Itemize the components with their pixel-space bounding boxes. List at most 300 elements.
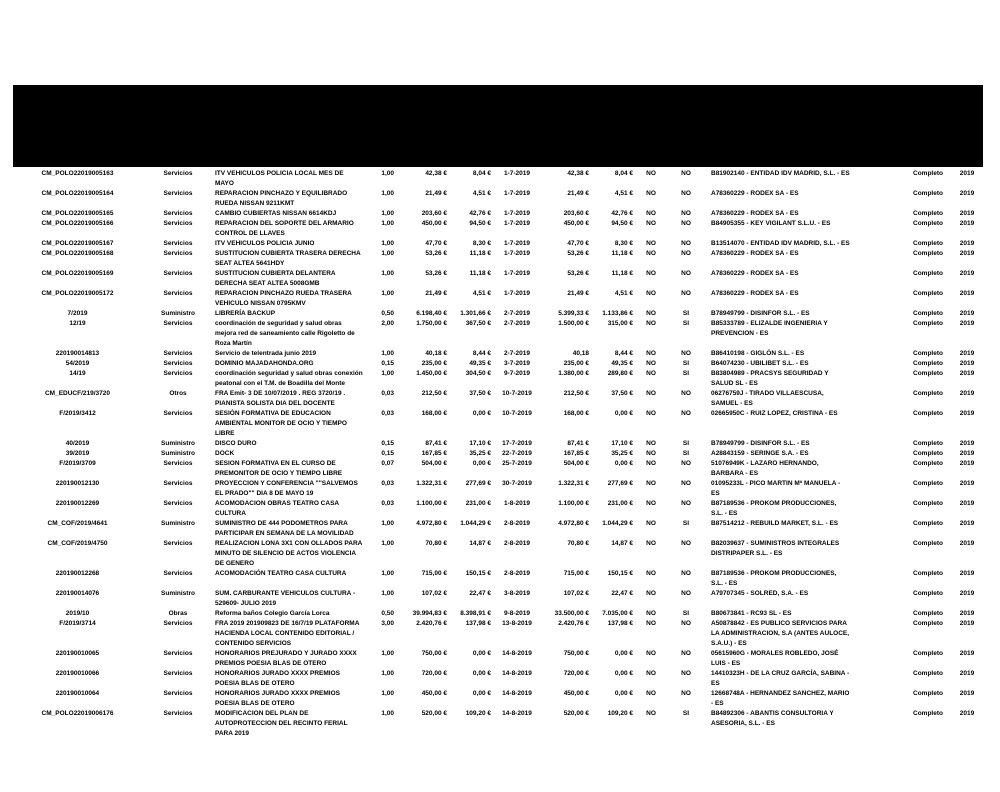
cell-year: 2019 xyxy=(959,460,975,467)
cell-status: Completo xyxy=(913,440,943,447)
cell-flag1: NO xyxy=(646,570,656,577)
cell-id: 220190014076 xyxy=(55,590,100,597)
cell-amt1: 4.972,80 € xyxy=(416,520,447,527)
cell-type: Servicios xyxy=(163,210,193,217)
cell-amt2: 1.380,00 € xyxy=(558,370,589,377)
cell-flag1: NO xyxy=(646,190,656,197)
cell-amt2: 70,80 € xyxy=(567,540,589,547)
table-row xyxy=(10,309,988,319)
cell-desc: SUSTITUCION CUBIERTA DELANTERA DERECHA SEAT ALTEA 5008GMB xyxy=(215,270,336,287)
table-row xyxy=(10,209,988,219)
cell-tax1: 17,10 € xyxy=(469,440,491,447)
cell-flag1: NO xyxy=(646,240,656,247)
cell-flag1: NO xyxy=(646,670,656,677)
cell-type: Servicios xyxy=(163,270,193,277)
cell-amt1: 40,18 € xyxy=(425,350,447,357)
cell-supplier: A78360229 - RODEX SA - ES xyxy=(711,250,799,257)
cell-amt2: 450,00 € xyxy=(563,690,589,697)
cell-tax1: 49,35 € xyxy=(469,360,491,367)
cell-status: Completo xyxy=(913,410,943,417)
cell-amt2: 5.399,33 € xyxy=(558,310,589,317)
cell-amt2: 40,18 xyxy=(572,350,589,357)
cell-year: 2019 xyxy=(959,370,975,377)
cell-amt2: 750,00 € xyxy=(563,650,589,657)
cell-status: Completo xyxy=(913,570,943,577)
cell-flag2: NO xyxy=(681,460,691,467)
cell-year: 2019 xyxy=(959,270,975,277)
cell-qty: 1,00 xyxy=(381,290,394,297)
cell-qty: 0,50 xyxy=(381,610,394,617)
cell-id: 40/2019 xyxy=(65,440,90,447)
cell-qty: 1,00 xyxy=(381,650,394,657)
cell-id: 14/19 xyxy=(69,370,86,377)
cell-id: CM_POLO22019005163 xyxy=(41,170,114,177)
cell-tax2: 42,76 € xyxy=(611,210,633,217)
cell-qty: 1,00 xyxy=(381,670,394,677)
cell-flag2: NO xyxy=(681,540,691,547)
cell-tax2: 315,00 € xyxy=(607,320,633,327)
cell-id: 54/2019 xyxy=(65,360,90,367)
cell-tax1: 277,69 € xyxy=(465,480,491,487)
cell-status: Completo xyxy=(913,190,943,197)
cell-desc: coordinación seguridad y salud obras conexión peatonal con el T.M. de Boadilla del Monte xyxy=(215,370,363,387)
cell-year: 2019 xyxy=(959,410,975,417)
cell-date: 1-7-2019 xyxy=(503,220,531,227)
cell-year: 2019 xyxy=(959,710,975,717)
cell-flag2: NO xyxy=(681,480,691,487)
cell-status: Completo xyxy=(913,650,943,657)
cell-type: Servicios xyxy=(163,690,193,697)
cell-tax1: 109,20 € xyxy=(465,710,491,717)
cell-type: Servicios xyxy=(163,710,193,717)
cell-tax1: 304,50 € xyxy=(465,370,491,377)
cell-id: 220190010065 xyxy=(55,650,100,657)
cell-flag1: NO xyxy=(646,520,656,527)
cell-tax2: 289,80 € xyxy=(607,370,633,377)
cell-tax2: 0,00 € xyxy=(614,650,633,657)
table-row xyxy=(10,609,988,619)
cell-date: 9-8-2019 xyxy=(503,610,531,617)
cell-flag2: NO xyxy=(681,170,691,177)
cell-flag2: NO xyxy=(681,270,691,277)
cell-id: 39/2019 xyxy=(65,450,90,457)
cell-year: 2019 xyxy=(959,350,975,357)
cell-date: 2-7-2019 xyxy=(503,310,531,317)
cell-flag1: NO xyxy=(646,270,656,277)
cell-amt2: 2.420,76 € xyxy=(558,620,589,627)
cell-qty: 0,03 xyxy=(381,410,394,417)
cell-tax1: 22,47 € xyxy=(469,590,491,597)
cell-flag2: NO xyxy=(681,390,691,397)
cell-flag1: NO xyxy=(646,500,656,507)
cell-supplier: A78360229 - RODEX SA - ES xyxy=(711,190,799,197)
cell-id: 220190012269 xyxy=(55,500,100,507)
cell-amt2: 168,00 € xyxy=(563,410,589,417)
cell-type: Servicios xyxy=(163,190,193,197)
cell-qty: 1,00 xyxy=(381,520,394,527)
cell-supplier: 05615960G - MORALES ROBLEDO, JOSÉ LUIS - ES xyxy=(711,650,839,667)
cell-qty: 0,03 xyxy=(381,390,394,397)
cell-tax1: 42,76 € xyxy=(469,210,491,217)
cell-id: 2019/10 xyxy=(65,610,90,617)
cell-tax2: 0,00 € xyxy=(614,460,633,467)
cell-qty: 1,00 xyxy=(381,210,394,217)
cell-flag2: NO xyxy=(681,190,691,197)
cell-amt1: 520,00 € xyxy=(421,710,447,717)
cell-flag1: NO xyxy=(646,350,656,357)
cell-supplier: A28843159 - SERINGE S.A. - ES xyxy=(711,450,809,457)
cell-supplier: B84905355 - KEY VIGILANT S.L.U. - ES xyxy=(711,220,831,227)
cell-tax2: 49,35 € xyxy=(611,360,633,367)
cell-amt1: 203,60 € xyxy=(421,210,447,217)
cell-amt1: 53,26 € xyxy=(425,270,447,277)
cell-date: 2-8-2019 xyxy=(503,520,531,527)
cell-date: 3-8-2019 xyxy=(503,590,531,597)
cell-type: Servicios xyxy=(163,500,193,507)
cell-desc: coordinación de seguridad y salud obras mejora red de saneamiento calle Rigoletto de Roza Martín xyxy=(215,320,355,347)
table-row xyxy=(10,439,988,449)
cell-amt2: 235,00 € xyxy=(563,360,589,367)
cell-amt2: 33.500,00 € xyxy=(554,610,589,617)
cell-amt1: 6.198,40 € xyxy=(416,310,447,317)
cell-tax1: 11,18 € xyxy=(469,270,491,277)
cell-amt1: 2.420,76 € xyxy=(416,620,447,627)
cell-type: Suministro xyxy=(161,310,195,317)
cell-type: Servicios xyxy=(163,220,193,227)
cell-type: Servicios xyxy=(163,320,193,327)
table-row xyxy=(10,319,988,349)
cell-amt2: 47,70 € xyxy=(567,240,589,247)
cell-amt1: 39.994,83 € xyxy=(412,610,447,617)
cell-id: CM_POLO22019005166 xyxy=(41,220,114,227)
cell-id: 220190010064 xyxy=(55,690,100,697)
cell-amt1: 212,50 € xyxy=(421,390,447,397)
table-row xyxy=(10,689,988,709)
cell-type: Servicios xyxy=(163,290,193,297)
cell-desc: PROYECCION Y CONFERENCIA ""SALVEMOS EL PRADO"" DIA 8 DE MAYO 19 xyxy=(215,480,358,497)
cell-supplier: 02665950C - RUIZ LOPEZ, CRISTINA - ES xyxy=(711,410,838,417)
cell-status: Completo xyxy=(913,240,943,247)
cell-amt2: 42,38 € xyxy=(567,170,589,177)
cell-flag1: NO xyxy=(646,210,656,217)
cell-year: 2019 xyxy=(959,620,975,627)
cell-year: 2019 xyxy=(959,440,975,447)
cell-id: 220190012130 xyxy=(55,480,100,487)
cell-qty: 1,00 xyxy=(381,190,394,197)
table-row xyxy=(10,349,988,359)
cell-id: F/2019/3412 xyxy=(59,410,96,417)
cell-qty: 0,07 xyxy=(381,460,394,467)
cell-date: 30-7-2019 xyxy=(502,480,532,487)
cell-tax1: 1.044,29 € xyxy=(460,520,491,527)
cell-date: 1-7-2019 xyxy=(503,240,531,247)
cell-qty: 3,00 xyxy=(381,620,394,627)
cell-flag2: NO xyxy=(681,670,691,677)
cell-amt1: 107,02 € xyxy=(421,590,447,597)
cell-flag1: NO xyxy=(646,710,656,717)
cell-desc: ITV VEHICULOS POLICIA JUNIO xyxy=(215,240,315,247)
cell-flag1: NO xyxy=(646,220,656,227)
cell-year: 2019 xyxy=(959,210,975,217)
cell-type: Servicios xyxy=(163,650,193,657)
cell-qty: 1,00 xyxy=(381,370,394,377)
cell-date: 2-8-2019 xyxy=(503,570,531,577)
cell-amt2: 53,26 € xyxy=(567,270,589,277)
cell-flag2: SI xyxy=(682,310,690,317)
cell-type: Servicios xyxy=(163,570,193,577)
cell-tax2: 8,44 € xyxy=(614,350,633,357)
cell-type: Servicios xyxy=(163,370,193,377)
cell-tax2: 14,87 € xyxy=(611,540,633,547)
cell-status: Completo xyxy=(913,500,943,507)
cell-qty: 0,03 xyxy=(381,500,394,507)
cell-flag1: NO xyxy=(646,590,656,597)
table-row xyxy=(10,569,988,589)
cell-tax2: 137,98 € xyxy=(607,620,633,627)
cell-id: CM_POLO22019005165 xyxy=(41,210,114,217)
cell-flag1: NO xyxy=(646,650,656,657)
cell-flag1: NO xyxy=(646,620,656,627)
cell-flag2: SI xyxy=(682,520,690,527)
cell-desc: REPARACION PINCHAZO RUEDA TRASERA VEHICULO NISSAN 0795KMV xyxy=(215,290,352,307)
cell-desc: HONORARIOS JURADO XXXX PREMIOS POESIA BLAS DE OTERO xyxy=(215,670,340,687)
cell-tax1: 14,87 € xyxy=(469,540,491,547)
cell-status: Completo xyxy=(913,170,943,177)
cell-desc: CAMBIO CUBIERTAS NISSAN 6614KDJ xyxy=(215,210,337,217)
cell-desc: SUSTITUCION CUBIERTA TRASERA DERECHA SEAT ALTEA 5641HDY xyxy=(215,250,361,267)
cell-supplier: B13514070 - ENTIDAD IDV MADRID, S.L. - ES xyxy=(711,240,850,247)
cell-flag2: NO xyxy=(681,290,691,297)
cell-date: 14-8-2019 xyxy=(502,670,532,677)
cell-desc: REALIZACION LONA 3X1 CON OLLADOS PARA MINUTO DE SILENCIO DE ACTOS VIOLENCIA DE GENERO xyxy=(215,540,363,567)
cell-supplier: B87189536 - PROKOM PRODUCCIONES, S.L. - ES xyxy=(711,570,837,587)
cell-flag2: SI xyxy=(682,370,690,377)
cell-qty: 1,00 xyxy=(381,170,394,177)
cell-flag2: NO xyxy=(681,410,691,417)
contracts-table xyxy=(10,169,988,739)
cell-date: 17-7-2019 xyxy=(502,440,532,447)
cell-flag2: SI xyxy=(682,710,690,717)
cell-year: 2019 xyxy=(959,520,975,527)
cell-type: Servicios xyxy=(163,250,193,257)
cell-status: Completo xyxy=(913,220,943,227)
cell-tax2: 22,47 € xyxy=(611,590,633,597)
cell-id: 220190012268 xyxy=(55,570,100,577)
cell-flag1: NO xyxy=(646,450,656,457)
cell-qty: 1,00 xyxy=(381,240,394,247)
cell-tax2: 0,00 € xyxy=(614,410,633,417)
cell-status: Completo xyxy=(913,360,943,367)
cell-amt1: 42,38 € xyxy=(425,170,447,177)
cell-tax2: 11,18 € xyxy=(611,250,633,257)
cell-year: 2019 xyxy=(959,690,975,697)
cell-desc: LIBRERÍA BACKUP xyxy=(215,310,276,317)
cell-year: 2019 xyxy=(959,240,975,247)
cell-flag2: NO xyxy=(681,500,691,507)
cell-flag1: NO xyxy=(646,290,656,297)
cell-year: 2019 xyxy=(959,480,975,487)
cell-tax2: 0,00 € xyxy=(614,670,633,677)
cell-tax2: 7.035,00 € xyxy=(602,610,633,617)
cell-date: 1-7-2019 xyxy=(503,250,531,257)
cell-desc: DISCO DURO xyxy=(215,440,257,447)
cell-status: Completo xyxy=(913,620,943,627)
cell-desc: SESION FORMATIVA EN EL CURSO DE PREMONITOR DE OCIO Y TIEMPO LIBRE xyxy=(215,460,343,477)
cell-supplier: 12668748A - HERNANDEZ SANCHEZ, MARIO - ES xyxy=(711,690,850,707)
cell-type: Servicios xyxy=(163,670,193,677)
cell-qty: 1,00 xyxy=(381,270,394,277)
table-row xyxy=(10,289,988,309)
cell-qty: 1,00 xyxy=(381,570,394,577)
cell-amt1: 504,00 € xyxy=(421,460,447,467)
cell-type: Otros xyxy=(169,390,187,397)
cell-amt1: 750,00 € xyxy=(421,650,447,657)
cell-flag1: NO xyxy=(646,610,656,617)
cell-tax2: 277,69 € xyxy=(607,480,633,487)
table-row xyxy=(10,449,988,459)
contracts-table-body xyxy=(10,169,988,739)
cell-flag2: NO xyxy=(681,210,691,217)
cell-status: Completo xyxy=(913,270,943,277)
cell-tax1: 0,00 € xyxy=(472,460,491,467)
cell-tax2: 17,10 € xyxy=(611,440,633,447)
cell-date: 2-8-2019 xyxy=(503,540,531,547)
cell-tax2: 1.133,86 € xyxy=(602,310,633,317)
cell-qty: 1,00 xyxy=(381,690,394,697)
cell-tax1: 37,50 € xyxy=(469,390,491,397)
table-row xyxy=(10,479,988,499)
cell-qty: 0,50 xyxy=(381,310,394,317)
cell-amt1: 87,41 € xyxy=(425,440,447,447)
cell-amt1: 21,49 € xyxy=(425,290,447,297)
cell-year: 2019 xyxy=(959,310,975,317)
cell-status: Completo xyxy=(913,690,943,697)
cell-status: Completo xyxy=(913,320,943,327)
cell-supplier: B78949799 - DISINFOR S.L. - ES xyxy=(711,310,810,317)
cell-qty: 0,03 xyxy=(381,480,394,487)
cell-date: 25-7-2019 xyxy=(502,460,532,467)
cell-date: 22-7-2019 xyxy=(502,450,532,457)
cell-amt2: 450,00 € xyxy=(563,220,589,227)
cell-desc: ACOMODACIÓN TEATRO CASA CULTURA xyxy=(215,570,347,577)
cell-flag1: NO xyxy=(646,410,656,417)
cell-flag2: NO xyxy=(681,620,691,627)
table-row xyxy=(10,649,988,669)
cell-tax1: 94,50 € xyxy=(469,220,491,227)
table-row xyxy=(10,619,988,649)
cell-tax2: 8,30 € xyxy=(614,240,633,247)
cell-tax2: 231,00 € xyxy=(607,500,633,507)
cell-amt1: 1.750,00 € xyxy=(416,320,447,327)
cell-date: 1-7-2019 xyxy=(503,270,531,277)
cell-amt2: 203,60 € xyxy=(563,210,589,217)
cell-amt2: 107,02 € xyxy=(563,590,589,597)
cell-year: 2019 xyxy=(959,500,975,507)
cell-tax1: 4,51 € xyxy=(472,190,491,197)
cell-year: 2019 xyxy=(959,450,975,457)
cell-type: Suministro xyxy=(161,450,195,457)
cell-amt1: 450,00 € xyxy=(421,690,447,697)
cell-desc: MODIFICACION DEL PLAN DE AUTOPROTECCION DEL RECINTO FERIAL PARA 2019 xyxy=(215,710,348,737)
cell-tax1: 0,00 € xyxy=(472,670,491,677)
table-row xyxy=(10,709,988,739)
cell-supplier: B86410198 - GIGLÓN S.L. - ES xyxy=(711,350,805,357)
cell-amt2: 504,00 € xyxy=(563,460,589,467)
cell-status: Completo xyxy=(913,310,943,317)
cell-flag1: NO xyxy=(646,480,656,487)
cell-qty: 0,15 xyxy=(381,360,394,367)
cell-flag2: NO xyxy=(681,220,691,227)
cell-flag2: NO xyxy=(681,570,691,577)
cell-year: 2019 xyxy=(959,650,975,657)
cell-id: CM_POLO22019005169 xyxy=(41,270,114,277)
cell-amt2: 720,00 € xyxy=(563,670,589,677)
cell-desc: FRA Emit- 3 DE 10/07/2019 . REG 3720/19 . PIANISTA SOLISTA DIA DEL DOCENTE xyxy=(215,390,346,407)
table-row xyxy=(10,219,988,239)
cell-tax2: 109,20 € xyxy=(607,710,633,717)
cell-supplier: A78360229 - RODEX SA - ES xyxy=(711,210,799,217)
cell-qty: 1,00 xyxy=(381,590,394,597)
table-row xyxy=(10,669,988,689)
cell-desc: SUM. CARBURANTE VEHICULOS CULTURA - 529609- JULIO 2019 xyxy=(215,590,356,607)
cell-desc: SUMINISTRO DE 444 PODOMETROS PARA PARTICIPAR EN SEMANA DE LA MOVILIDAD xyxy=(215,520,354,537)
table-row xyxy=(10,249,988,269)
cell-tax2: 150,15 € xyxy=(607,570,633,577)
cell-year: 2019 xyxy=(959,190,975,197)
cell-supplier: B87189536 - PROKOM PRODUCCIONES, S.L. - ES xyxy=(711,500,837,517)
table-row xyxy=(10,519,988,539)
cell-tax1: 11,18 € xyxy=(469,250,491,257)
cell-supplier: 01095233L - PICO MARTIN Mª MANUELA - ES xyxy=(711,480,841,497)
cell-amt2: 212,50 € xyxy=(563,390,589,397)
cell-desc: HONORARIOS JURADO XXXX PREMIOS POESIA BLAS DE OTERO xyxy=(215,690,340,707)
cell-id: 220190014813 xyxy=(55,350,100,357)
cell-desc: ACOMODACION OBRAS TEATRO CASA CULTURA xyxy=(215,500,339,517)
cell-amt2: 715,00 € xyxy=(563,570,589,577)
cell-tax2: 11,18 € xyxy=(611,270,633,277)
table-row xyxy=(10,359,988,369)
cell-amt1: 53,26 € xyxy=(425,250,447,257)
cell-supplier: 06276759J - TIRADO VILLAESCUSA, SAMUEL - ES xyxy=(711,390,824,407)
redacted-header-block xyxy=(13,85,983,167)
cell-date: 14-8-2019 xyxy=(502,650,532,657)
cell-status: Completo xyxy=(913,450,943,457)
cell-type: Servicios xyxy=(163,360,193,367)
cell-flag1: NO xyxy=(646,370,656,377)
cell-tax1: 367,50 € xyxy=(465,320,491,327)
cell-status: Completo xyxy=(913,610,943,617)
cell-type: Servicios xyxy=(163,240,193,247)
cell-qty: 1,00 xyxy=(381,710,394,717)
table-row xyxy=(10,269,988,289)
cell-supplier: B83804989 - PRACSYS SEGURIDAD Y SALUD SL - ES xyxy=(711,370,829,387)
cell-status: Completo xyxy=(913,710,943,717)
cell-date: 2-7-2019 xyxy=(503,320,531,327)
table-row xyxy=(10,459,988,479)
cell-year: 2019 xyxy=(959,220,975,227)
cell-flag2: SI xyxy=(682,450,690,457)
cell-id: CM_POLO22019006176 xyxy=(41,710,114,717)
cell-qty: 0,15 xyxy=(381,450,394,457)
cell-supplier: B80673841 - RC93 SL - ES xyxy=(711,610,792,617)
cell-tax2: 4,51 € xyxy=(614,190,633,197)
cell-date: 3-7-2019 xyxy=(503,360,531,367)
cell-amt2: 53,26 € xyxy=(567,250,589,257)
cell-status: Completo xyxy=(913,250,943,257)
cell-desc: Reforma baños Colegio García Lorca xyxy=(215,610,330,617)
table-row xyxy=(10,369,988,389)
cell-tax1: 137,98 € xyxy=(465,620,491,627)
